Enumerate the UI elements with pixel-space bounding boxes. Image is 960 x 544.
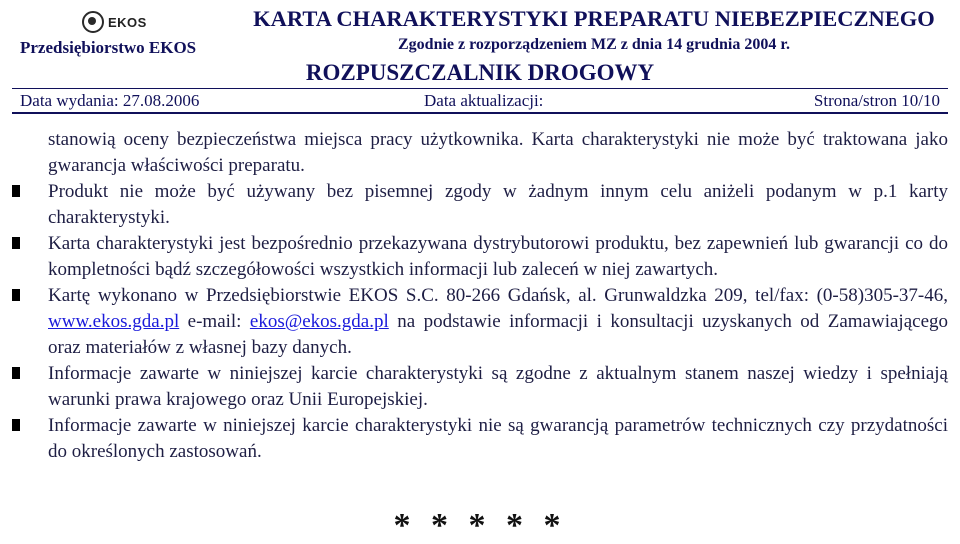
bullet-icon xyxy=(12,185,20,197)
company-name: Przedsiębiorstwo EKOS xyxy=(20,38,197,57)
document-title: KARTA CHARAKTERYSTYKI PREPARATU NIEBEZPIECZNEGO xyxy=(253,6,935,31)
website-link[interactable]: www.ekos.gda.pl xyxy=(48,311,180,332)
list-item xyxy=(12,283,948,361)
ekos-logo-icon xyxy=(82,11,104,33)
company-logo xyxy=(82,8,172,36)
list-item xyxy=(12,361,948,413)
list-item-text: Informacje zawarte w niniejszej karcie charakterystyki są zgodne z aktualnym stanem naszej wiedzy i spełniają warunki prawa krajowego oraz Unii Europejskiej. xyxy=(48,363,948,410)
document-body xyxy=(12,127,948,465)
list-item-text: na podstawie informacji i konsultacji uzyskanych od Zamawiającego oraz materiałów z własnej bazy danych. xyxy=(48,311,948,358)
update-date: Data aktualizacji: xyxy=(424,91,544,110)
list-item xyxy=(12,231,948,283)
list-item-text: Produkt nie może być używany bez pisemnej zgody w żadnym innym celu aniżeli podanym w p.1 karty charakterystyki. xyxy=(48,181,948,228)
product-name: ROZPUSZCZALNIK DROGOWY xyxy=(305,60,655,85)
bullet-icon xyxy=(12,237,20,249)
email-link[interactable]: ekos@ekos.gda.pl xyxy=(249,311,389,332)
document-header xyxy=(12,2,948,112)
bullet-icon xyxy=(12,289,20,301)
list-item-text: Kartę wykonano w Przedsiębiorstwie EKOS S.C. 80-266 Gdańsk, al. Grunwaldzka 209, tel/fax: (0-58)305-37-46, xyxy=(48,285,948,306)
issue-date: Data wydania: 27.08.2006 xyxy=(20,91,200,110)
bullet-icon xyxy=(12,419,20,431)
list-item-text: e-mail: xyxy=(179,311,250,332)
logo-text: EKOS xyxy=(108,14,147,30)
list-item-text: Karta charakterystyki jest bezpośrednio przekazywana dystrybutorowi produktu, bez zapewnień lub gwarancji co do kompletności bądź szczegółowości wszystkich informacji lub zaleceń w niej zawartych. xyxy=(48,233,948,280)
page-number: Strona/stron 10/10 xyxy=(813,91,940,110)
header-bottom-divider xyxy=(12,112,948,114)
regulation-note: Zgodnie z rozporządzeniem MZ z dnia 14 grudnia 2004 r. xyxy=(398,36,790,53)
list-item xyxy=(12,179,948,231)
bullet-icon xyxy=(12,367,20,379)
list-item xyxy=(12,413,948,465)
header-divider xyxy=(12,88,948,89)
end-of-document-stars: * * * * * xyxy=(393,507,567,544)
continuation-paragraph: stanowią oceny bezpieczeństwa miejsca pracy użytkownika. Karta charakterystyki nie może być traktowana jako gwarancja właściwości preparatu. xyxy=(48,129,948,176)
list-item-text: Informacje zawarte w niniejszej karcie charakterystyki nie są gwarancją parametrów technicznych czy przydatności do określonych zastosowań. xyxy=(48,415,948,462)
